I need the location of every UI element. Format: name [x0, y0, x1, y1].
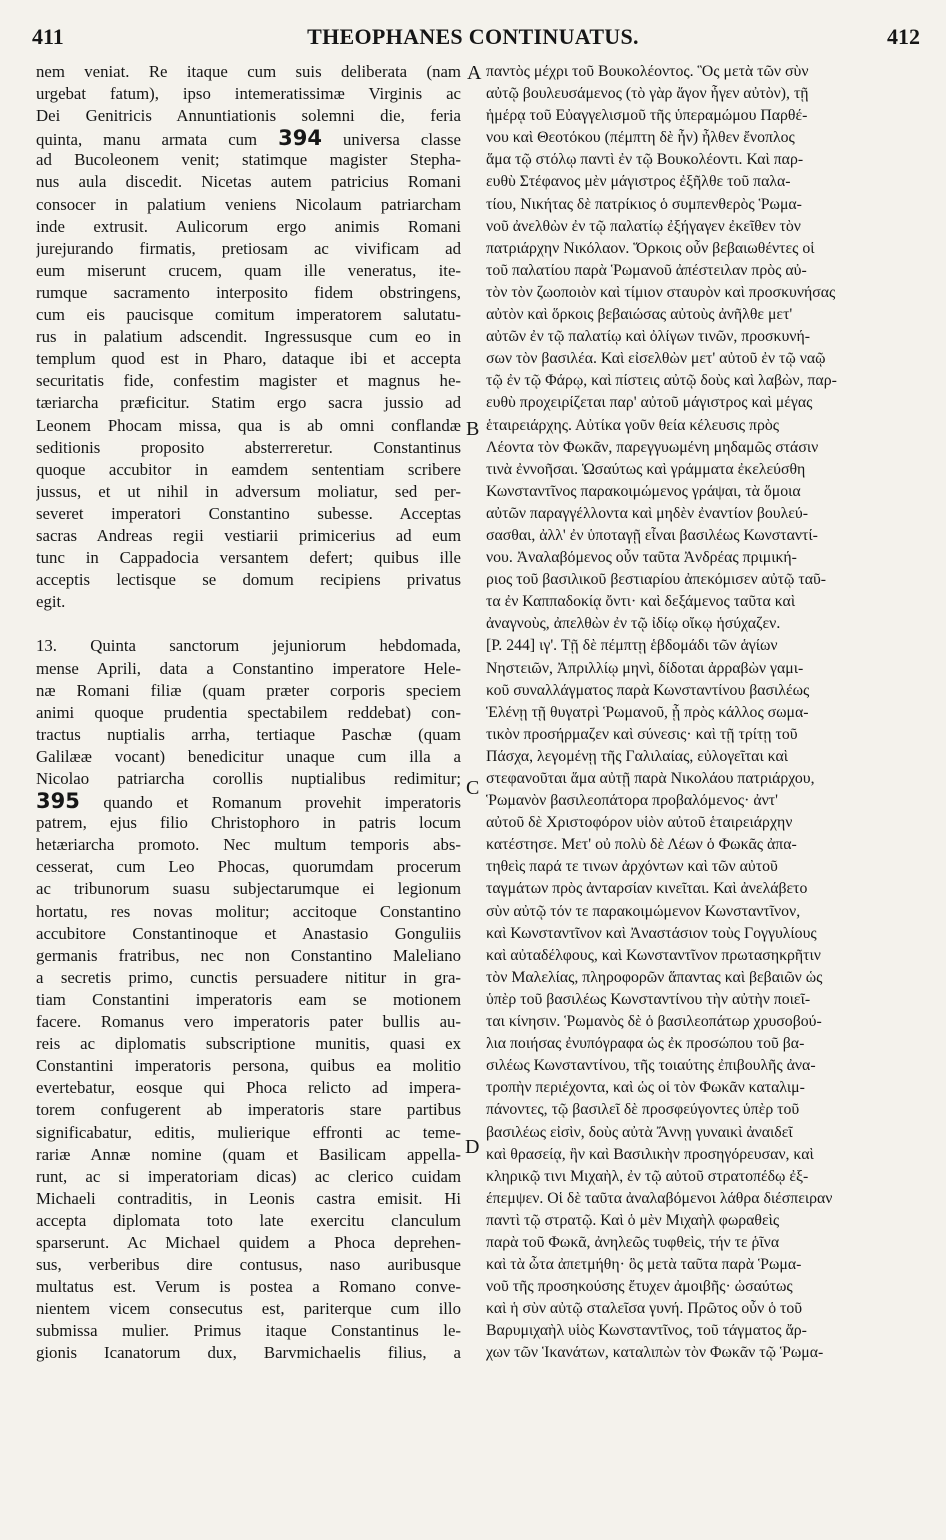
greek-line: παρὰ τοῦ Φωκᾶ, ἀνηλεῶς τυφθεὶς, τήν τε ῥῖνα [486, 1233, 780, 1251]
latin-line: animi quoque prudentia spectabilem reddebat) con- [36, 702, 461, 722]
page-number-right: 412 [887, 24, 920, 49]
greek-line: Πάσχα, λεγομένῃ τῆς Γαλιλαίας, εὐλογεῖται καὶ [486, 747, 788, 765]
greek-line: καὶ Κωνσταντῖνον καὶ Ἀναστάσιον τοὺς Γογγυλίους [486, 924, 817, 942]
latin-line: torem confugerent ab imperatoris stare partibus [36, 1100, 461, 1120]
latin-column [36, 61, 461, 1365]
greek-line: πατριάρχην Νικόλαον. Ὅρκοις οὖν βεβαιωθέντες οἱ [486, 239, 815, 257]
greek-column [486, 61, 908, 1365]
latin-line: evertebatur, eosque qui Phoca relicto ad impera- [36, 1078, 461, 1098]
greek-line: νοῦ ἀνελθὼν ἐν τῷ παλατίῳ ἐξήγαγεν ἐκεῖθεν τὸν [486, 217, 801, 235]
latin-line-with-page-number [36, 790, 461, 812]
greek-line: αὐτοῦ δὲ Χριστοφόρον υἱὸν αὐτοῦ ἑταιρειάρχην [486, 814, 793, 832]
greek-line: κληρικῷ τινι Μιχαὴλ, ἐν τῷ αὐτοῦ στρατοπέδῳ ἐξ- [486, 1167, 809, 1185]
latin-line: a secretis primo, cunctis persuadere nititur in gra- [36, 967, 461, 987]
latin-text: universa classe [343, 130, 461, 150]
greek-line: τῷ ἐν τῷ Φάρῳ, καὶ πίστεις αὐτῷ δοὺς καὶ λαβὼν, παρ- [486, 372, 837, 390]
latin-line: eum miserunt crucem, quam ille veneratus, ite- [36, 260, 461, 280]
greek-line: ευθὺ Στέφανος μὲν μάγιστρος ἐξῆλθε τοῦ παλα- [486, 173, 791, 191]
latin-line: submissa mulier. Primus itaque Constantinus le- [36, 1321, 461, 1341]
greek-line: σιλέως Κωνσταντίνου, τῆς τοιαύτης ἐπιβουλῆς ἀνα- [486, 1057, 816, 1075]
latin-line: Leonem Phocam missa, qua is ab omni conflandæ [36, 415, 461, 435]
latin-line: patrem, ejus filio Christophoro in patris locum [36, 813, 461, 833]
greek-line: ἅμα τῷ στόλῳ παντὶ ἐν τῷ Βουκολέοντι. Καὶ παρ- [486, 151, 804, 169]
greek-line: καὶ θρασείᾳ, ἣν καὶ Βασιλικὴν προσηγόρευσαν, καὶ [486, 1145, 814, 1163]
greek-line: κοῦ συναλλάγματος παρὰ Κωνσταντίνου βασιλέως [486, 681, 810, 699]
latin-line: facere. Romanus vero imperatoris pater bullis au- [36, 1012, 461, 1032]
latin-line: Nicolao patriarcha corollis nuptialibus redimitur; [36, 769, 461, 788]
greek-line: παντὶ τῷ στρατῷ. Καὶ ὁ μὲν Μιχαὴλ φωραθεὶς [486, 1211, 780, 1229]
greek-line: έπεμψεν. Οἱ δὲ ταῦτα ἀναλαβόμενοι λάθρα διέσπειραν [486, 1189, 833, 1207]
latin-paragraph-start: 13. Quinta sanctorum jejuniorum hebdomada, [36, 636, 461, 656]
latin-line: reis ac diplomatis subscriptione munitis, quasi ex [36, 1034, 461, 1054]
greek-line: νου καὶ Θεοτόκου (πέμπτη δὲ ἦν) ἦλθεν ἔνοπλος [486, 129, 795, 147]
margin-letter-a: A [467, 62, 482, 84]
latin-line: rariæ Annæ nomine (quam et Basilicam appella- [36, 1144, 461, 1164]
greek-line: αὐτὸν καὶ ὅρκοις βεβαιώσας αὐτοὺς ἀνῆλθε μετ' [486, 306, 793, 324]
greek-line: τροπὴν περιέχοντα, καὶ ὡς οἱ τὸν Φωκᾶν καταλιμ- [486, 1079, 805, 1097]
latin-line: runt, ac si imperatoriam dicas) ac clerico cuidam [36, 1166, 461, 1186]
latin-line: nem veniat. Re itaque cum suis deliberata (nam [36, 62, 461, 81]
latin-line: tiam Constantini imperatoris eam se motionem [36, 989, 461, 1009]
paragraph-gap [36, 613, 461, 635]
latin-line: tæriarcha præficitur. Statim ergo sacra jussio ad [36, 393, 461, 413]
greek-line: ὑπὲρ τοῦ βασιλέως Κωνσταντίνου τὴν αὐτὴν ποιεῖ- [486, 990, 811, 1008]
latin-line: nus aula discedit. Nicetas autem patricius Romani [36, 172, 461, 192]
inline-page-number: 395 [36, 790, 80, 813]
latin-line: severet imperatori Constantino subesse. Acceptas [36, 503, 461, 523]
running-header [0, 0, 946, 56]
latin-line: jussus, et ut nihil in adversum moliatur, sed per- [36, 481, 461, 501]
greek-line: τινὰ ἐννοῆσαι. Ὡσαύτως καὶ γράμματα ἐκελεύσθη [486, 460, 806, 478]
page-number-left: 411 [32, 24, 64, 49]
latin-line: rumque sacramento interposito fidem obstringens, [36, 282, 461, 302]
latin-line: rus in palatium adscendit. Ingressusque cum eo in [36, 327, 461, 347]
latin-line: consocer in palatium veniens Nicolaum patriarcham [36, 194, 461, 214]
greek-line: τίου, Νικήτας δὲ πατρίκιος ὁ συμπενθερὸς Ῥωμα- [486, 195, 802, 213]
latin-line: cum eis paucisque comitum imperatorem salutatu- [36, 305, 461, 325]
latin-line: inde extrusit. Aulicorum ergo animis Romani [36, 216, 461, 236]
latin-line: accubitore Constantinoque et Anastasio Gonguliis [36, 923, 461, 943]
greek-line: νου. Ἀναλαβόμενος οὖν ταῦτα Ἀνδρέας πριμική- [486, 549, 797, 567]
margin-letter-c: C [466, 777, 480, 799]
latin-line: jurejurando firmatis, pretiosam ac vivificam ad [36, 238, 461, 258]
greek-line: καὶ τὰ ὦτα ἀπετμήθη· ὃς μετὰ ταῦτα παρὰ Ῥωμα- [486, 1256, 802, 1274]
latin-line: Michaeli contraditis, in Leonis castra emisit. Hi [36, 1188, 461, 1208]
greek-line: ἑταιρειάρχης. Αὐτίκα γοῦν θεία κέλευσις πρὸς [486, 416, 780, 434]
greek-line: ευθὺ προχειρίζεται παρ' αὐτοῦ μάγιστρος καὶ μέγας [486, 394, 813, 412]
greek-line: αὐτῶν ἐν τῷ παλατίῳ καὶ ὀλίγων τινῶν, προσκυνή- [486, 328, 810, 346]
greek-line: ριος τοῦ βασιλικοῦ βεστιαρίου ἀπεκόμισεν αὐτῷ ταῦ- [486, 571, 827, 589]
latin-line: tractus nuptialis arrha, tertiaque Paschæ (quam [36, 724, 461, 744]
greek-line: τικὸν προσήρμαζεν καὶ σύνεσις· καὶ τῇ τρίτῃ τοῦ [486, 725, 798, 743]
latin-line: gionis Icanatorum dux, Barvmichaelis filius, a [36, 1343, 461, 1363]
latin-line: nientem vicem consecutus est, pariterque cum illo [36, 1299, 461, 1319]
greek-line: τὸν τὸν ζωοποιὸν καὶ τίμιον σταυρὸν καὶ προσκυνήσας [486, 283, 836, 301]
greek-line: [P. 244] ιγ'. Τῇ δὲ πέμπτῃ ἑβδομάδι τῶν ἁγίων [486, 637, 778, 655]
latin-line: acceptis lectisque se domum recipiens privatus [36, 570, 461, 590]
latin-line: cesserat, cum Leo Phocas, quorumdam procerum [36, 857, 461, 877]
greek-line: Ἑλένῃ τῇ θυγατρὶ Ῥωμανοῦ, ᾗ πρὸς κάλλος σωμα- [486, 703, 809, 721]
greek-line: σων τὸν βασιλέα. Καὶ εἰσελθὼν μετ' αὐτοῦ ἐν τῷ ναῷ [486, 350, 826, 368]
running-title: THEOPHANES CONTINUATUS. [307, 24, 639, 49]
latin-line: significabatur, editis, mulierique effronti ac teme- [36, 1122, 461, 1142]
inline-page-number: 394 [278, 127, 322, 150]
greek-line: βασιλέως εἰσὶν, δοὺς αὐτὰ Ἄννῃ γυναικὶ ἀναιδεῖ [486, 1123, 793, 1141]
greek-line: πάνοντες, τῷ βασιλεῖ δὲ προσφεύγοντες ὑπὲρ τοῦ [486, 1101, 800, 1119]
latin-line: mense Aprili, data a Constantino imperatore Hele- [36, 658, 461, 678]
latin-line: ad Bucoleonem venit; statimque magister Stepha- [36, 150, 461, 170]
greek-line: τα ἐν Καππαδοκίᾳ ὄντι· καὶ δεξάμενος ταῦτα καὶ [486, 593, 796, 611]
greek-line: τηθεὶς παρά τε τινων ἀρχόντων καὶ τῶν αὐτοῦ [486, 858, 778, 876]
greek-line: χων τῶν Ἱκανάτων, καταλιπὼν τὸν Φωκᾶν τῷ Ῥωμα- [486, 1344, 824, 1362]
latin-line: quoque accubitor in eamdem sententiam scribere [36, 459, 461, 479]
greek-line: τοῦ παλατίου παρὰ Ῥωμανοῦ ἀπέστειλαν πρὸς αὐ- [486, 261, 807, 279]
greek-line: Νηστειῶν, Ἀπριλλίῳ μηνὶ, δίδοται ἀρραβὼν γαμι- [486, 659, 804, 677]
latin-line: tunc in Cappadocia versantem defert; quibus ille [36, 548, 461, 568]
greek-line: καὶ αὐταδέλφους, καὶ Κωνσταντῖνον πρωτασηκρῆτιν [486, 946, 821, 964]
latin-line: Constantini imperatoris persona, quibus ea molitio [36, 1056, 461, 1076]
greek-line: ται κίνησιν. Ῥωμανὸς δὲ ὁ βασιλεοπάτωρ χρυσοβού- [486, 1013, 822, 1031]
latin-line-with-page-number [36, 127, 461, 149]
latin-line: hetæriarcha promoto. Nec multum temporis abs- [36, 835, 461, 855]
greek-line: λια ποιήσας ἐνυπόγραφα ὡς ἐκ προσώπου τοῦ βα- [486, 1035, 805, 1053]
greek-line: σασθαι, ἀλλ' ἐν ὑποταγῇ εἶναι βασιλέως Κωνσταντί- [486, 526, 818, 544]
latin-line: sus, verberibus dire contusus, naso auribusque [36, 1255, 461, 1275]
greek-line: ἀναγνοὺς, ἀπελθὼν ἐν τῷ ἰδίῳ οἴκῳ ἡσύχαζεν. [486, 615, 781, 633]
latin-line: germanis fratribus, nec non Constantino Maleliano [36, 945, 461, 965]
greek-line: τὸν Μαλελίας, πληροφορῶν ἅπαντας καὶ βεβαιῶν ὡς [486, 968, 823, 986]
greek-line: Ῥωμανὸν βασιλεοπάτορα προβαλόμενος· ἀντ' [486, 792, 778, 810]
greek-line: Κωνσταντῖνος παρακοιμώμενος γράψαι, τὰ ὅμοια [486, 482, 801, 500]
latin-line: accepta diplomata toto late exercitu clanculum [36, 1210, 461, 1230]
margin-letter-d: D [465, 1136, 480, 1158]
greek-line: ἡμέρᾳ τοῦ Εὐαγγελισμοῦ τῆς ὑπεραμώμου Παρθέ- [486, 107, 808, 125]
margin-letter-b: B [466, 418, 480, 440]
greek-line: ταγμάτων πρὸς ἀνταρσίαν κινεῖται. Καὶ ἀνελάβετο [486, 880, 808, 898]
greek-line: παντὸς μέχρι τοῦ Βουκολέοντος. Ὃς μετὰ τῶν σὺν [486, 63, 809, 80]
latin-line: næ Romani filiæ (quam præter corporis speciem [36, 680, 461, 700]
latin-line: sparserunt. Ac Michael quidem a Phoca deprehen- [36, 1232, 461, 1252]
latin-line: hortatu, res novas molitur; accitoque Constantino [36, 901, 461, 921]
latin-line: egit. [36, 592, 66, 612]
latin-line: multatus est. Verum is postea a Romano conve- [36, 1277, 461, 1297]
latin-line: urgebat fatum), ipso intemeratissimæ Virginis ac [36, 84, 461, 104]
latin-line: templum quod est in Pharo, dataque ibi et accepta [36, 349, 461, 369]
latin-text: quinta, manu armata cum [36, 130, 258, 150]
latin-line: ac tribunorum suasu subjectarumque ei legionum [36, 879, 461, 899]
greek-line: Βαρυμιχαὴλ υἱὸς Κωνσταντῖνος, τοῦ τάγματος ἄρ- [486, 1322, 807, 1340]
greek-line: Λέοντα τὸν Φωκᾶν, παρεγγυωμένη μηδαμῶς στάσιν [486, 438, 819, 456]
greek-line: νοῦ τῆς προσηκούσης ἔτυχεν ἀμοιβῆς· ὡσαύτως [486, 1278, 793, 1296]
latin-line: Galilææ vocant) benedicitur unaque cum illa a [36, 746, 461, 766]
latin-line: seditionis proposito absterreretur. Constantinus [36, 437, 461, 457]
latin-line: sacras Andreas regii vestiarii primicerius ad eum [36, 525, 461, 545]
greek-line: αὐτῷ βουλευσάμενος (τὸ γὰρ ἄγον ἦγεν αὐτὸν), τῇ [486, 85, 809, 103]
latin-line: securitatis fide, confestim magister et magnus he- [36, 371, 461, 391]
greek-line: στεφανοῦται ἅμα αὐτῇ παρὰ Νικολάου πατριάρχου, [486, 770, 815, 787]
greek-line: καὶ ἡ σὺν αὐτῷ σταλεῖσα γυνή. Πρῶτος οὖν ὁ τοῦ [486, 1300, 803, 1318]
greek-line: αὐτῶν παραγγέλλοντα καὶ μηδὲν ἐναντίον βουλεύ- [486, 504, 808, 522]
greek-line: σὺν αὐτῷ τόν τε παρακοιμώμενον Κωνσταντῖνον, [486, 902, 801, 920]
greek-line: κατέστησε. Μετ' οὐ πολὺ δὲ Λέων ὁ Φωκᾶς ἀπα- [486, 836, 797, 854]
latin-text: quando et Romanum provehit imperatoris [103, 793, 461, 813]
latin-line: Dei Genitricis Annuntiationis solemni die, feria [36, 106, 461, 126]
